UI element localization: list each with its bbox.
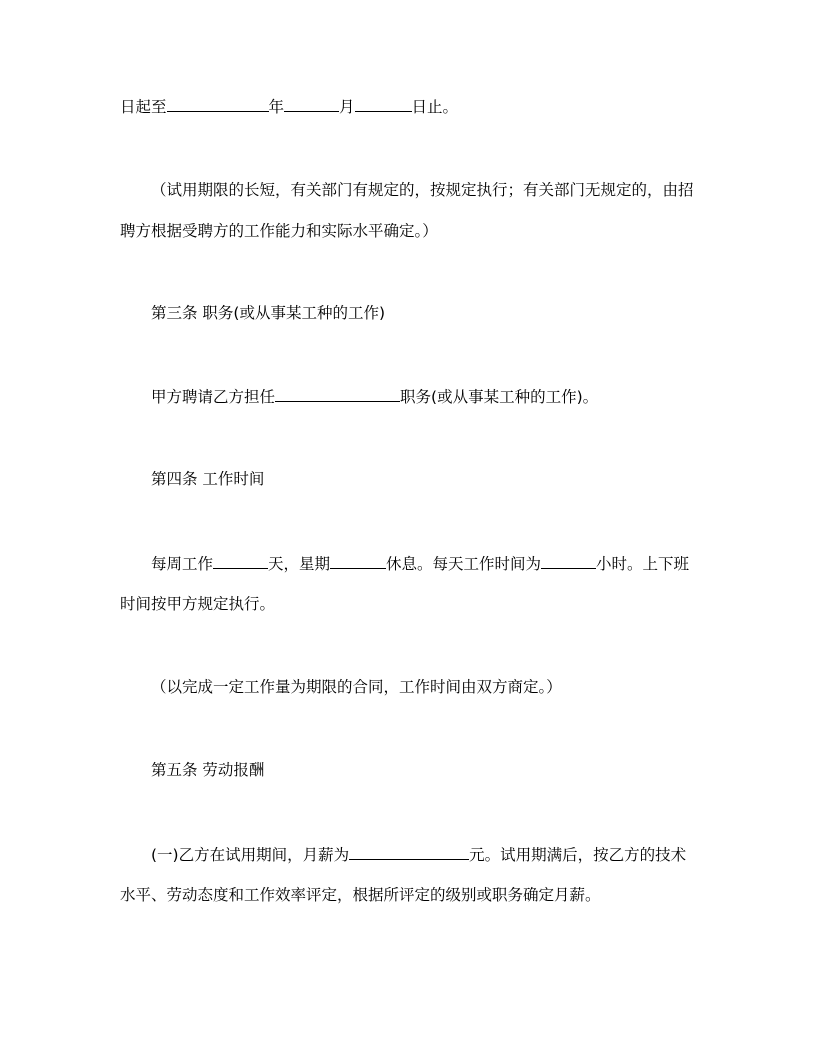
article5-p1-t1: (一)乙方在试用期间，月薪为: [151, 846, 350, 864]
blank-month[interactable]: [284, 96, 339, 112]
blank-position[interactable]: [275, 386, 400, 402]
text-from: 日起至: [120, 98, 167, 116]
text-day-end: 日止。: [411, 98, 459, 116]
probation-note-line2: 聘方根据受聘方的工作能力和实际水平确定。）: [120, 222, 438, 240]
blank-days-per-week[interactable]: [213, 553, 268, 569]
article4-t4: 小时。上下班: [596, 555, 690, 573]
blank-year[interactable]: [167, 96, 269, 112]
blank-monthly-salary[interactable]: [349, 844, 469, 860]
blank-day[interactable]: [355, 96, 412, 112]
article4-t3: 休息。每天工作时间为: [386, 555, 542, 573]
article4-note: （以完成一定工作量为期限的合同，工作时间由双方商定。）: [151, 678, 562, 696]
article3-heading: 第三条 职务(或从事某工种的工作): [151, 304, 386, 322]
article5-heading: 第五条 劳动报酬: [151, 761, 265, 779]
article4-heading: 第四条 工作时间: [151, 470, 265, 488]
article4-t1: 每周工作: [151, 555, 214, 573]
article5-p1-t2: 元。试用期满后，按乙方的技术: [469, 846, 687, 864]
article4-t2: 天，星期: [268, 555, 331, 573]
blank-rest-day[interactable]: [330, 553, 386, 569]
article3-text-after: 职务(或从事某工种的工作)。: [400, 388, 599, 406]
article3-body: [151, 386, 598, 406]
text-year: 年: [268, 98, 285, 116]
article3-text-before: 甲方聘请乙方担任: [151, 388, 276, 406]
blank-hours[interactable]: [541, 553, 596, 569]
probation-note-line1: （试用期限的长短，有关部门有规定的，按规定执行；有关部门无规定的，由招: [151, 181, 694, 199]
article5-p1-line2: 水平、劳动态度和工作效率评定，根据所评定的级别或职务确定月薪。: [120, 886, 601, 904]
article4-body-line2: 时间按甲方规定执行。: [120, 595, 276, 613]
date-range-line: [120, 96, 458, 116]
article4-body-line1: [151, 553, 689, 573]
text-month: 月: [339, 98, 355, 116]
article5-p1-line1: [151, 844, 686, 864]
